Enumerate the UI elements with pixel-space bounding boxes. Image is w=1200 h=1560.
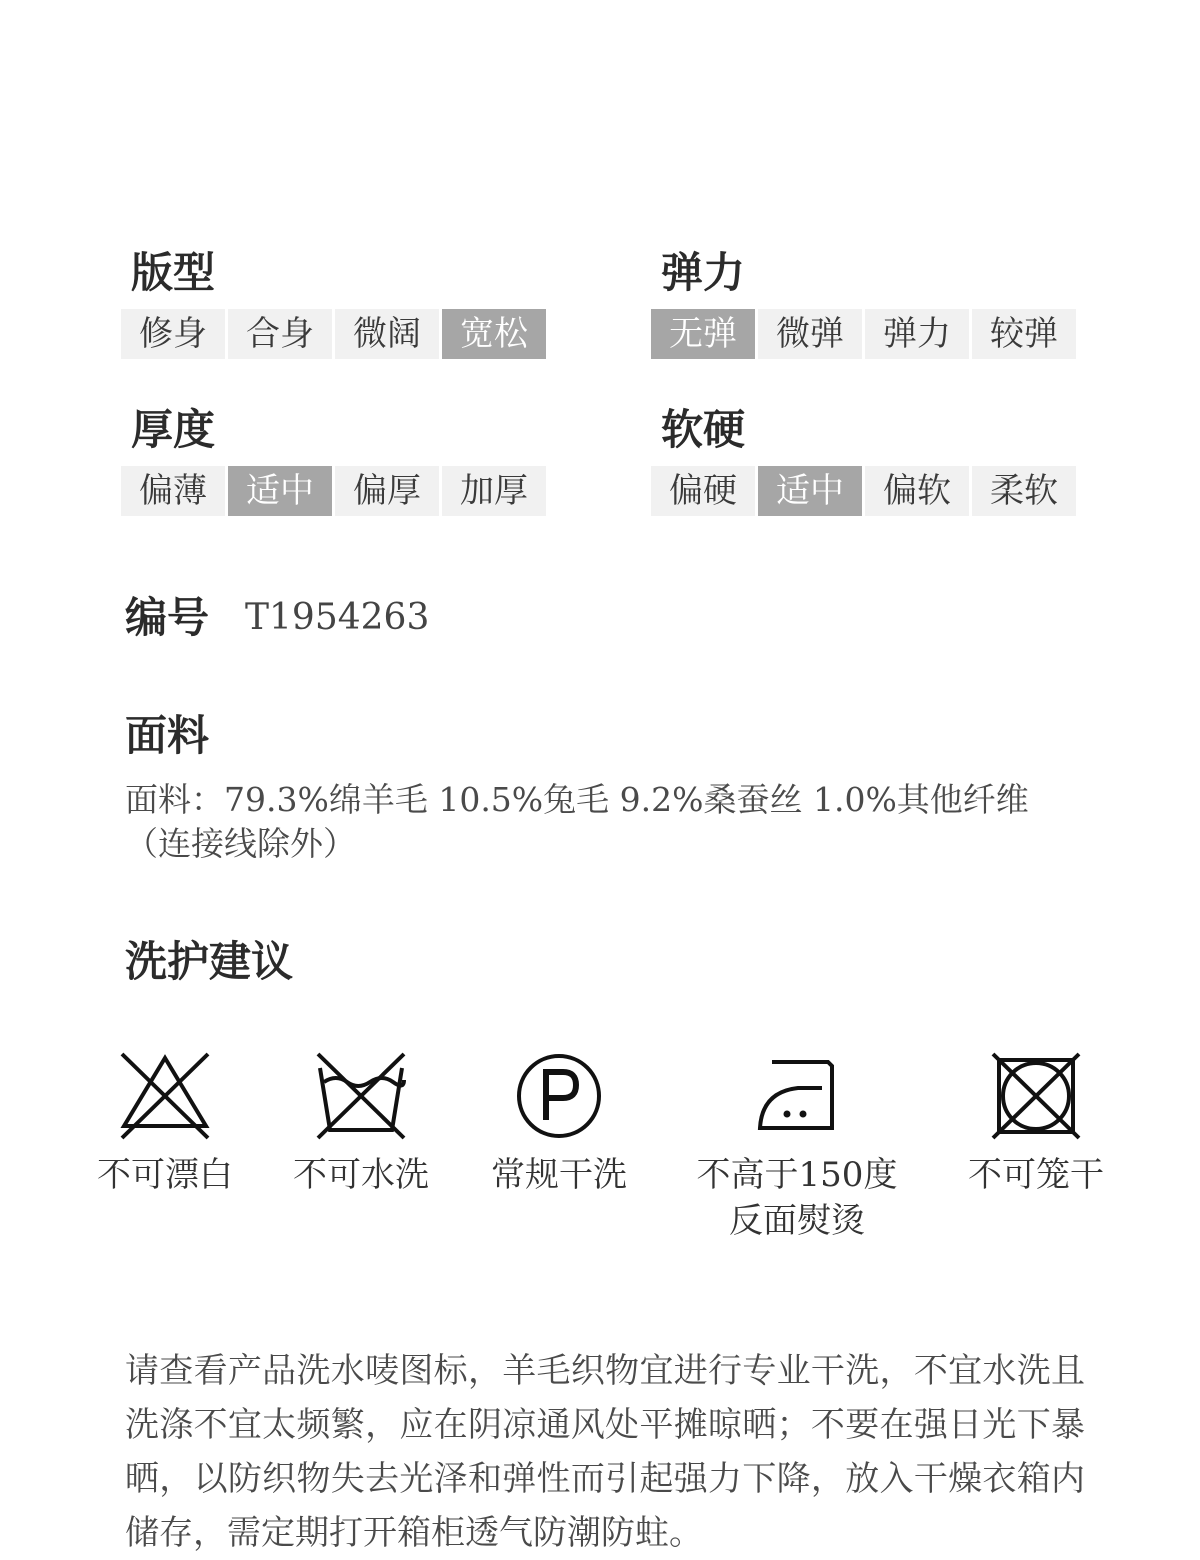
- thickness-option: 加厚: [442, 466, 546, 516]
- care-label-no-wash: [271, 1152, 451, 1198]
- fit-option: 宽松: [442, 309, 546, 359]
- fabric-composition: 面料：79.3%绵羊毛 10.5%兔毛 9.2%桑蚕丝 1.0%其他纤维（连接线除外）: [125, 780, 1029, 863]
- thickness-option: 偏厚: [335, 466, 439, 516]
- thickness-options: [121, 466, 549, 516]
- no-wash-icon: [314, 1050, 408, 1142]
- care-label-line: 常规干洗: [491, 1155, 627, 1195]
- care-label-line: 不可漂白: [97, 1155, 233, 1195]
- fabric-heading: 面料: [125, 711, 210, 760]
- no-tumble-dry-icon: [989, 1050, 1083, 1142]
- fit-title: 版型: [131, 248, 216, 297]
- care-label-no-tumble-dry: [946, 1152, 1126, 1198]
- care-label-line: 不高于150度: [696, 1155, 898, 1195]
- elasticity-option: 无弹: [651, 309, 755, 359]
- softness-option: 偏软: [865, 466, 969, 516]
- elasticity-title: 弹力: [661, 248, 746, 297]
- elasticity-option: 较弹: [972, 309, 1076, 359]
- care-label-dry-clean: [469, 1152, 649, 1198]
- elasticity-group: [651, 245, 1079, 359]
- softness-options: [651, 466, 1079, 516]
- thickness-group: [121, 402, 549, 516]
- fit-option: 合身: [228, 309, 332, 359]
- care-label-line: 不可水洗: [293, 1155, 429, 1195]
- softness-option: 柔软: [972, 466, 1076, 516]
- care-label-line: 反面熨烫: [729, 1201, 865, 1241]
- care-label-line: 不可笼干: [968, 1155, 1104, 1195]
- softness-option: 适中: [758, 466, 862, 516]
- fit-group: [121, 245, 549, 359]
- thickness-option: 适中: [228, 466, 332, 516]
- elasticity-option: 微弹: [758, 309, 862, 359]
- thickness-title: 厚度: [131, 405, 216, 454]
- iron-medium-icon: [754, 1050, 840, 1142]
- softness-title: 软硬: [661, 405, 746, 454]
- softness-group: [651, 402, 1079, 516]
- care-label-no-bleach: [75, 1152, 255, 1198]
- thickness-option: 偏薄: [121, 466, 225, 516]
- care-advice: 请查看产品洗水唛图标，羊毛织物宜进行专业干洗，不宜水洗且洗涤不宜太频繁，应在阴凉通风处平摊晾晒；不要在强日光下暴晒，以防织物失去光泽和弹性而引起强力下降，放入干燥衣箱内储存，需定期打开箱柜透气防潮防蛀。: [125, 1351, 1085, 1553]
- fit-options: [121, 309, 549, 359]
- care-label-iron: [682, 1152, 912, 1244]
- no-bleach-icon: [118, 1050, 212, 1142]
- elasticity-option: 弹力: [865, 309, 969, 359]
- elasticity-options: [651, 309, 1079, 359]
- softness-option: 偏硬: [651, 466, 755, 516]
- item-code-label: 编号: [125, 593, 210, 642]
- fit-option: 修身: [121, 309, 225, 359]
- care-heading: 洗护建议: [125, 937, 294, 986]
- fit-option: 微阔: [335, 309, 439, 359]
- dry-clean-p-icon: [513, 1050, 605, 1142]
- item-code-value: T1954263: [245, 597, 430, 638]
